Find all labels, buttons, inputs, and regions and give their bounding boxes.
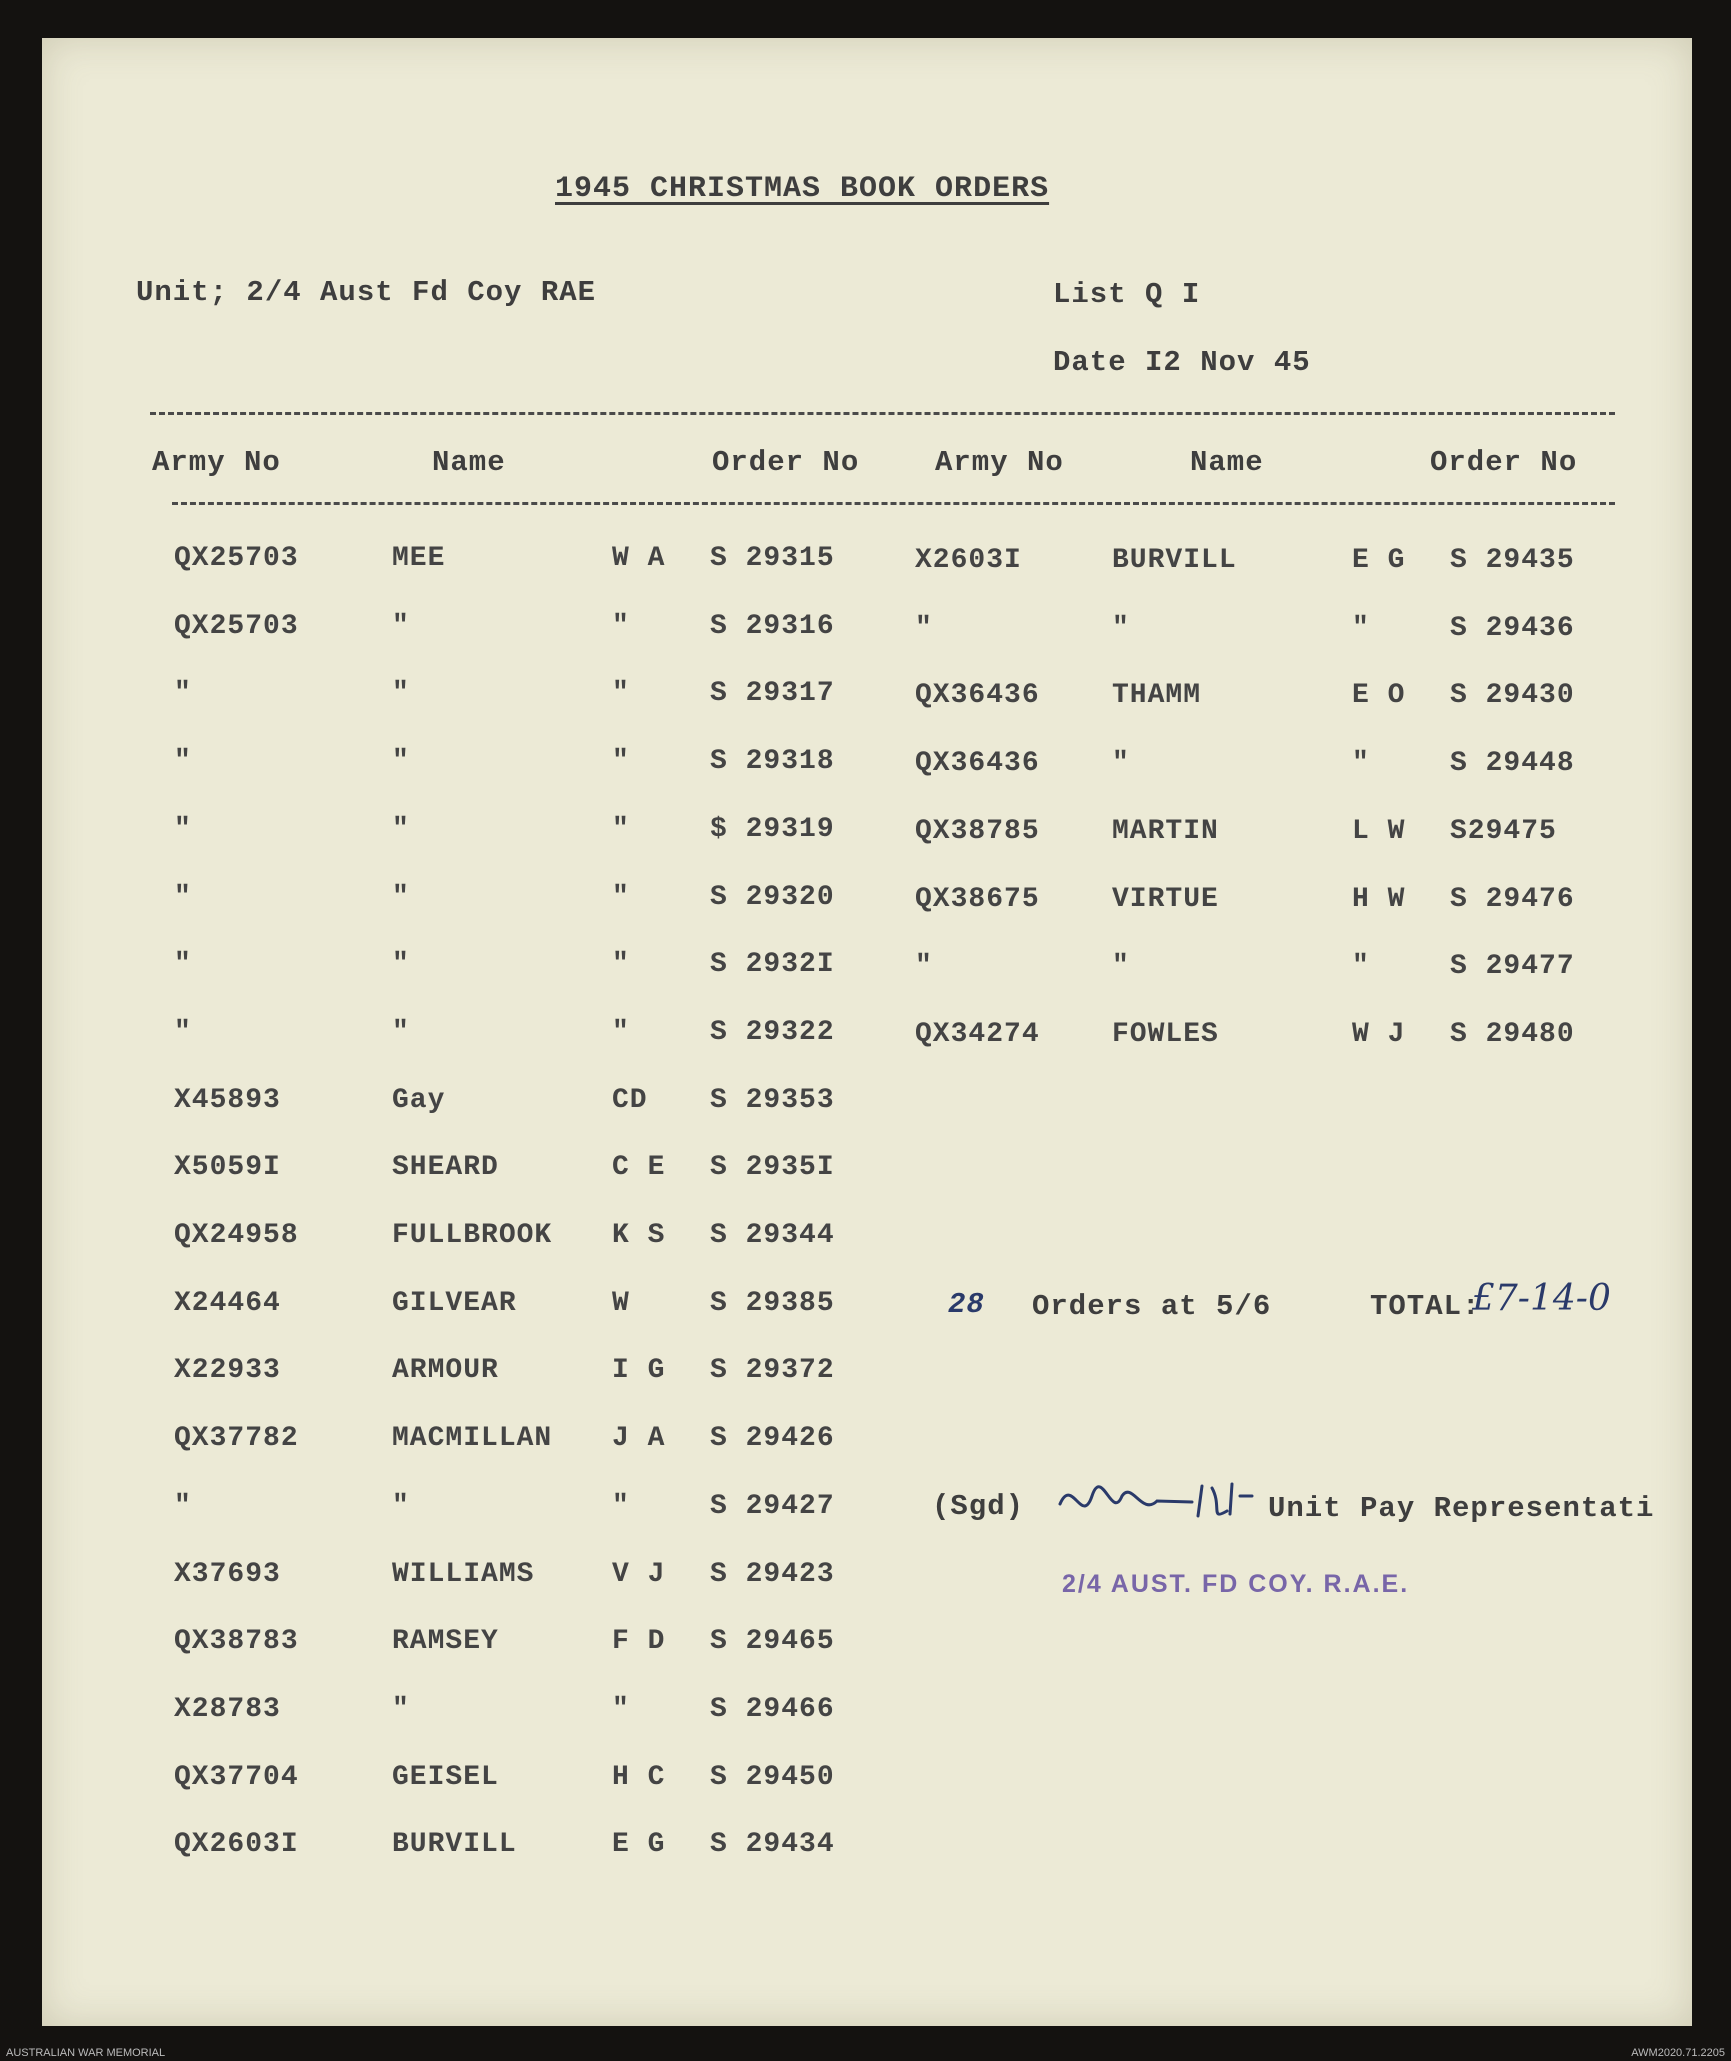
left-name-cell: " bbox=[392, 1490, 410, 1522]
right-name-cell: " bbox=[1112, 748, 1130, 780]
left-init-cell: K S bbox=[612, 1220, 666, 1251]
right-init-cell: E O bbox=[1352, 680, 1406, 712]
right-name-cell: THAMM bbox=[1112, 680, 1202, 712]
right-init-cell: L W bbox=[1352, 815, 1406, 847]
left-army-cell: " bbox=[174, 1490, 192, 1522]
left-name-cell: MACMILLAN bbox=[392, 1423, 553, 1455]
right-name-cell: " bbox=[1112, 612, 1130, 644]
right-order-cell: S 29435 bbox=[1450, 545, 1575, 576]
left-army-cell: QX25703 bbox=[174, 543, 299, 574]
left-name-cell: " bbox=[392, 813, 410, 845]
right-init-cell: " bbox=[1352, 951, 1370, 983]
left-army-cell: X37693 bbox=[174, 1558, 281, 1590]
left-army-cell: " bbox=[174, 881, 192, 913]
left-order-cell: S 29317 bbox=[710, 678, 835, 710]
signature bbox=[1052, 1466, 1282, 1536]
left-order-cell: S 29466 bbox=[710, 1693, 835, 1725]
date-line: Date I2 Nov 45 bbox=[1053, 346, 1311, 379]
left-army-cell: X28783 bbox=[174, 1693, 281, 1725]
left-name-cell: " bbox=[392, 1693, 410, 1725]
left-name-cell: WILLIAMS bbox=[392, 1558, 535, 1590]
left-order-cell: S 29385 bbox=[710, 1287, 835, 1319]
left-init-cell: J A bbox=[612, 1423, 666, 1455]
left-army-cell: X22933 bbox=[174, 1355, 281, 1387]
left-army-cell: QX2603I bbox=[174, 1829, 299, 1861]
right-init-cell: W J bbox=[1352, 1018, 1406, 1050]
right-order-cell: S29475 bbox=[1450, 815, 1557, 847]
left-name-cell: Gay bbox=[392, 1084, 446, 1116]
orders-count: 28 bbox=[948, 1288, 985, 1321]
header-order-no-right: Order No bbox=[1430, 446, 1578, 479]
right-name-cell: MARTIN bbox=[1112, 815, 1219, 847]
left-init-cell: V J bbox=[612, 1558, 666, 1590]
left-order-cell: S 29434 bbox=[710, 1829, 835, 1861]
left-army-cell: QX38783 bbox=[174, 1626, 299, 1658]
left-name-cell: " bbox=[392, 746, 410, 778]
right-order-cell: S 29430 bbox=[1450, 680, 1575, 712]
right-name-cell: BURVILL bbox=[1112, 545, 1237, 576]
left-init-cell: " bbox=[612, 678, 630, 710]
right-order-cell: S 29436 bbox=[1450, 612, 1575, 644]
left-army-cell: X24464 bbox=[174, 1287, 281, 1319]
top-rule bbox=[150, 412, 1615, 415]
right-init-cell: " bbox=[1352, 748, 1370, 780]
left-order-cell: S 29320 bbox=[710, 881, 835, 913]
left-order-cell: S 29450 bbox=[710, 1761, 835, 1793]
left-order-cell: S 29426 bbox=[710, 1423, 835, 1455]
left-name-cell: GILVEAR bbox=[392, 1287, 517, 1319]
footer-credit: AUSTRALIAN WAR MEMORIAL bbox=[6, 2047, 166, 2059]
unit-stamp: 2/4 AUST. FD COY. R.A.E. bbox=[1062, 1570, 1410, 1598]
left-order-cell: S 2935I bbox=[710, 1152, 835, 1184]
left-order-cell: S 29353 bbox=[710, 1084, 835, 1116]
left-order-cell: S 2932I bbox=[710, 949, 835, 981]
left-army-cell: " bbox=[174, 746, 192, 778]
left-init-cell: E G bbox=[612, 1829, 666, 1861]
right-order-cell: S 29448 bbox=[1450, 748, 1575, 780]
left-army-cell: " bbox=[174, 813, 192, 845]
left-name-cell: " bbox=[392, 949, 410, 981]
right-name-cell: VIRTUE bbox=[1112, 883, 1219, 915]
left-army-cell: X45893 bbox=[174, 1084, 281, 1116]
right-name-cell: " bbox=[1112, 951, 1130, 983]
left-name-cell: BURVILL bbox=[392, 1829, 517, 1861]
right-order-cell: S 29480 bbox=[1450, 1018, 1575, 1050]
right-army-cell: " bbox=[915, 612, 933, 644]
left-init-cell: W bbox=[612, 1287, 630, 1319]
left-name-cell: ARMOUR bbox=[392, 1355, 499, 1387]
left-init-cell: " bbox=[612, 1693, 630, 1725]
left-name-cell: " bbox=[392, 610, 410, 642]
left-init-cell: " bbox=[612, 746, 630, 778]
orders-text: Orders at 5/6 bbox=[1032, 1290, 1272, 1323]
list-line: List Q I bbox=[1053, 278, 1201, 311]
right-army-cell: " bbox=[915, 951, 933, 983]
header-order-no-left: Order No bbox=[712, 446, 860, 479]
left-order-cell: S 29344 bbox=[710, 1220, 835, 1251]
right-order-cell: S 29476 bbox=[1450, 883, 1575, 915]
left-init-cell: F D bbox=[612, 1626, 666, 1658]
header-name-left: Name bbox=[432, 446, 506, 479]
left-order-cell: S 29427 bbox=[710, 1490, 835, 1522]
left-name-cell: SHEARD bbox=[392, 1152, 499, 1184]
pay-representative-role: Unit Pay Representati bbox=[1268, 1492, 1655, 1525]
right-army-cell: QX38785 bbox=[915, 815, 1040, 847]
left-name-cell: " bbox=[392, 881, 410, 913]
right-init-cell: " bbox=[1352, 612, 1370, 644]
left-init-cell: W A bbox=[612, 543, 666, 574]
left-init-cell: " bbox=[612, 1016, 630, 1048]
header-army-no-left: Army No bbox=[152, 446, 281, 479]
left-init-cell: I G bbox=[612, 1355, 666, 1387]
left-init-cell: " bbox=[612, 813, 630, 845]
left-name-cell: GEISEL bbox=[392, 1761, 499, 1793]
header-rule bbox=[172, 502, 1615, 505]
right-order-cell: S 29477 bbox=[1450, 951, 1575, 983]
unit-line: Unit; 2/4 Aust Fd Coy RAE bbox=[136, 276, 597, 309]
right-name-cell: FOWLES bbox=[1112, 1018, 1219, 1050]
left-init-cell: " bbox=[612, 949, 630, 981]
left-order-cell: S 29423 bbox=[710, 1558, 835, 1590]
right-army-cell: QX38675 bbox=[915, 883, 1040, 915]
left-army-cell: " bbox=[174, 678, 192, 710]
right-init-cell: E G bbox=[1352, 545, 1406, 576]
left-name-cell: " bbox=[392, 1016, 410, 1048]
left-order-cell: S 29465 bbox=[710, 1626, 835, 1658]
header-army-no-right: Army No bbox=[935, 446, 1064, 479]
header-name-right: Name bbox=[1190, 446, 1264, 479]
left-name-cell: RAMSEY bbox=[392, 1626, 499, 1658]
left-init-cell: CD bbox=[612, 1084, 648, 1116]
left-order-cell: $ 29319 bbox=[710, 813, 835, 845]
left-army-cell: QX24958 bbox=[174, 1220, 299, 1251]
document-page bbox=[42, 38, 1692, 2026]
left-init-cell: " bbox=[612, 881, 630, 913]
left-army-cell: X5059I bbox=[174, 1152, 281, 1184]
right-army-cell: QX34274 bbox=[915, 1018, 1040, 1050]
left-army-cell: QX37782 bbox=[174, 1423, 299, 1455]
left-order-cell: S 29322 bbox=[710, 1016, 835, 1048]
footer-id: AWM2020.71.2205 bbox=[1631, 2047, 1725, 2059]
total-label: TOTAL: bbox=[1370, 1290, 1481, 1323]
left-order-cell: S 29372 bbox=[710, 1355, 835, 1387]
document-title: 1945 CHRISTMAS BOOK ORDERS bbox=[555, 172, 1050, 206]
left-name-cell: MEE bbox=[392, 543, 446, 574]
total-value: £7-14-0 bbox=[1472, 1278, 1611, 1319]
left-order-cell: S 29318 bbox=[710, 746, 835, 778]
left-army-cell: " bbox=[174, 949, 192, 981]
left-order-cell: S 29315 bbox=[710, 543, 835, 574]
left-init-cell: " bbox=[612, 1490, 630, 1522]
left-init-cell: C E bbox=[612, 1152, 666, 1184]
right-init-cell: H W bbox=[1352, 883, 1406, 915]
right-army-cell: QX36436 bbox=[915, 748, 1040, 780]
right-army-cell: X2603I bbox=[915, 545, 1022, 576]
left-army-cell: " bbox=[174, 1016, 192, 1048]
left-name-cell: FULLBROOK bbox=[392, 1220, 553, 1251]
right-army-cell: QX36436 bbox=[915, 680, 1040, 712]
left-init-cell: H C bbox=[612, 1761, 666, 1793]
signed-label: (Sgd) bbox=[932, 1490, 1025, 1523]
left-init-cell: " bbox=[612, 610, 630, 642]
left-order-cell: S 29316 bbox=[710, 610, 835, 642]
left-name-cell: " bbox=[392, 678, 410, 710]
left-army-cell: QX25703 bbox=[174, 610, 299, 642]
left-army-cell: QX37704 bbox=[174, 1761, 299, 1793]
